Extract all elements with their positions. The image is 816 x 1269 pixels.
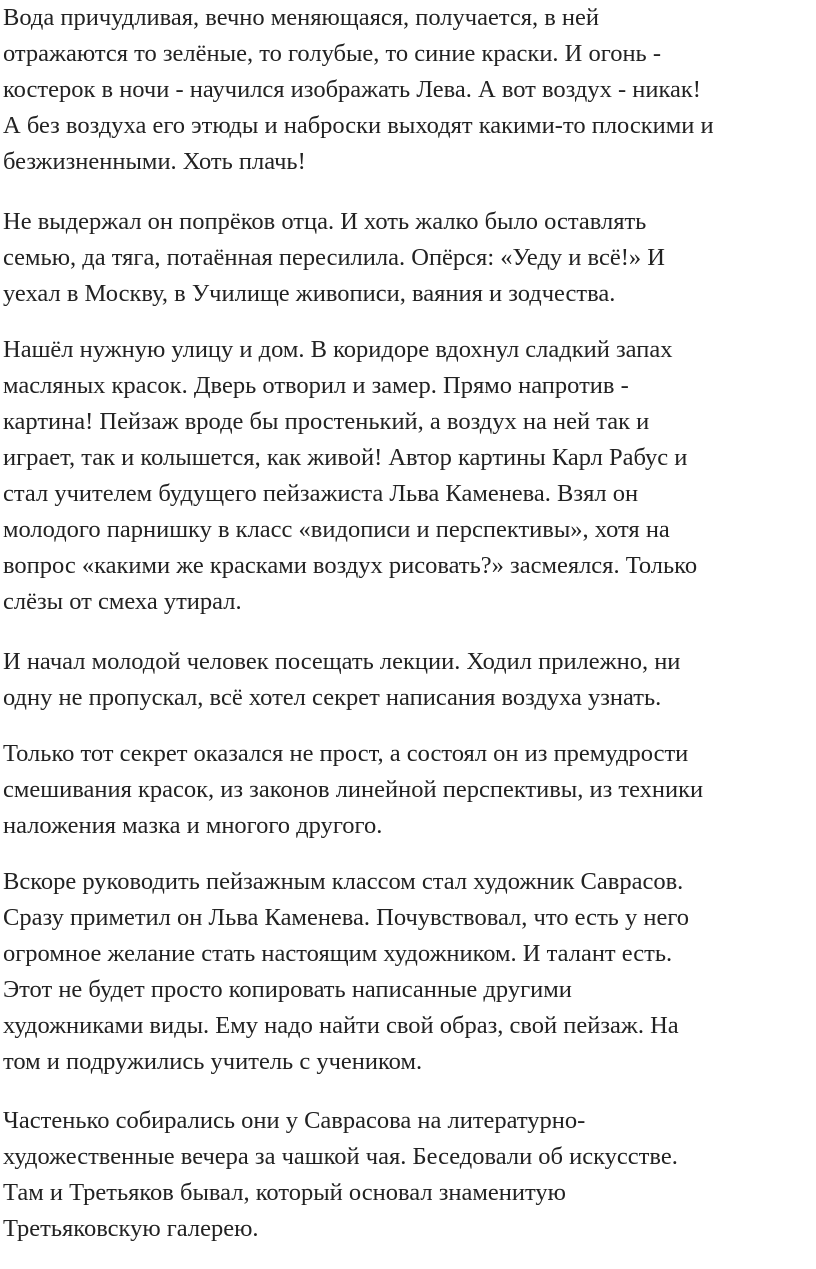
paragraph xyxy=(3,644,680,716)
text-line: Частенько собирались они у Саврасова на литературно- xyxy=(3,1107,586,1134)
text-line: костерок в ночи - научился изображать Лева. А вот воздух - никак! xyxy=(3,76,701,103)
text-line: Только тот секрет оказался не прост, а состоял он из премудрости xyxy=(3,740,689,767)
text-line: семью, да тяга, потаённая пересилила. Опёрся: «Уеду и всё!» И xyxy=(3,244,665,271)
text-line: Вскоре руководить пейзажным классом стал художник Саврасов. xyxy=(3,868,684,895)
text-line: масляных красок. Дверь отворил и замер. Прямо напротив - xyxy=(3,372,629,399)
text-line: художественные вечера за чашкой чая. Беседовали об искусстве. xyxy=(3,1143,678,1170)
text-line: молодого парнишку в класс «видописи и перспективы», хотя на xyxy=(3,516,670,543)
text-line: картина! Пейзаж вроде бы простенький, а воздух на ней так и xyxy=(3,408,650,435)
text-line: слёзы от смеха утирал. xyxy=(3,588,242,615)
text-line: одну не пропускал, всё хотел секрет написания воздуха узнать. xyxy=(3,684,662,711)
text-line: смешивания красок, из законов линейной перспективы, из техники xyxy=(3,776,704,803)
paragraph xyxy=(3,204,665,312)
text-line: Нашёл нужную улицу и дом. В коридоре вдохнул сладкий запах xyxy=(3,336,673,363)
text-line: Третьяковскую галерею. xyxy=(3,1215,259,1242)
text-line: Вода причудливая, вечно меняющаяся, получается, в ней xyxy=(3,4,600,31)
text-line: уехал в Москву, в Училище живописи, ваяния и зодчества. xyxy=(3,280,616,307)
text-line: наложения мазка и многого другого. xyxy=(3,812,383,839)
text-line: Не выдержал он попрёков отца. И хоть жалко было оставлять xyxy=(3,208,647,235)
text-line: Этот не будет просто копировать написанные другими xyxy=(3,976,572,1003)
paragraph xyxy=(3,1103,678,1247)
text-line: вопрос «какими же красками воздух рисовать?» засмеялся. Только xyxy=(3,552,698,579)
text-line: И начал молодой человек посещать лекции. Ходил прилежно, ни xyxy=(3,648,681,675)
text-line: огромное желание стать настоящим художником. И талант есть. xyxy=(3,940,673,967)
text-line: Там и Третьяков бывал, который основал знаменитую xyxy=(3,1179,566,1206)
text-line: А без воздуха его этюды и наброски выходят какими-то плоскими и xyxy=(3,112,714,139)
text-line: том и подружились учитель с учеником. xyxy=(3,1048,423,1075)
text-line: безжизненными. Хоть плачь! xyxy=(3,148,306,175)
text-line: играет, так и колышется, как живой! Автор картины Карл Рабус и xyxy=(3,444,688,471)
text-line: отражаются то зелёные, то голубые, то синие краски. И огонь - xyxy=(3,40,662,67)
text-line: Сразу приметил он Льва Каменева. Почувствовал, что есть у него xyxy=(3,904,690,931)
paragraph xyxy=(3,0,714,180)
text-line: стал учителем будущего пейзажиста Льва Каменева. Взял он xyxy=(3,480,639,507)
paragraph xyxy=(3,332,697,620)
text-line: художниками виды. Ему надо найти свой образ, свой пейзаж. На xyxy=(3,1012,679,1039)
paragraph xyxy=(3,864,689,1080)
paragraph xyxy=(3,736,703,844)
